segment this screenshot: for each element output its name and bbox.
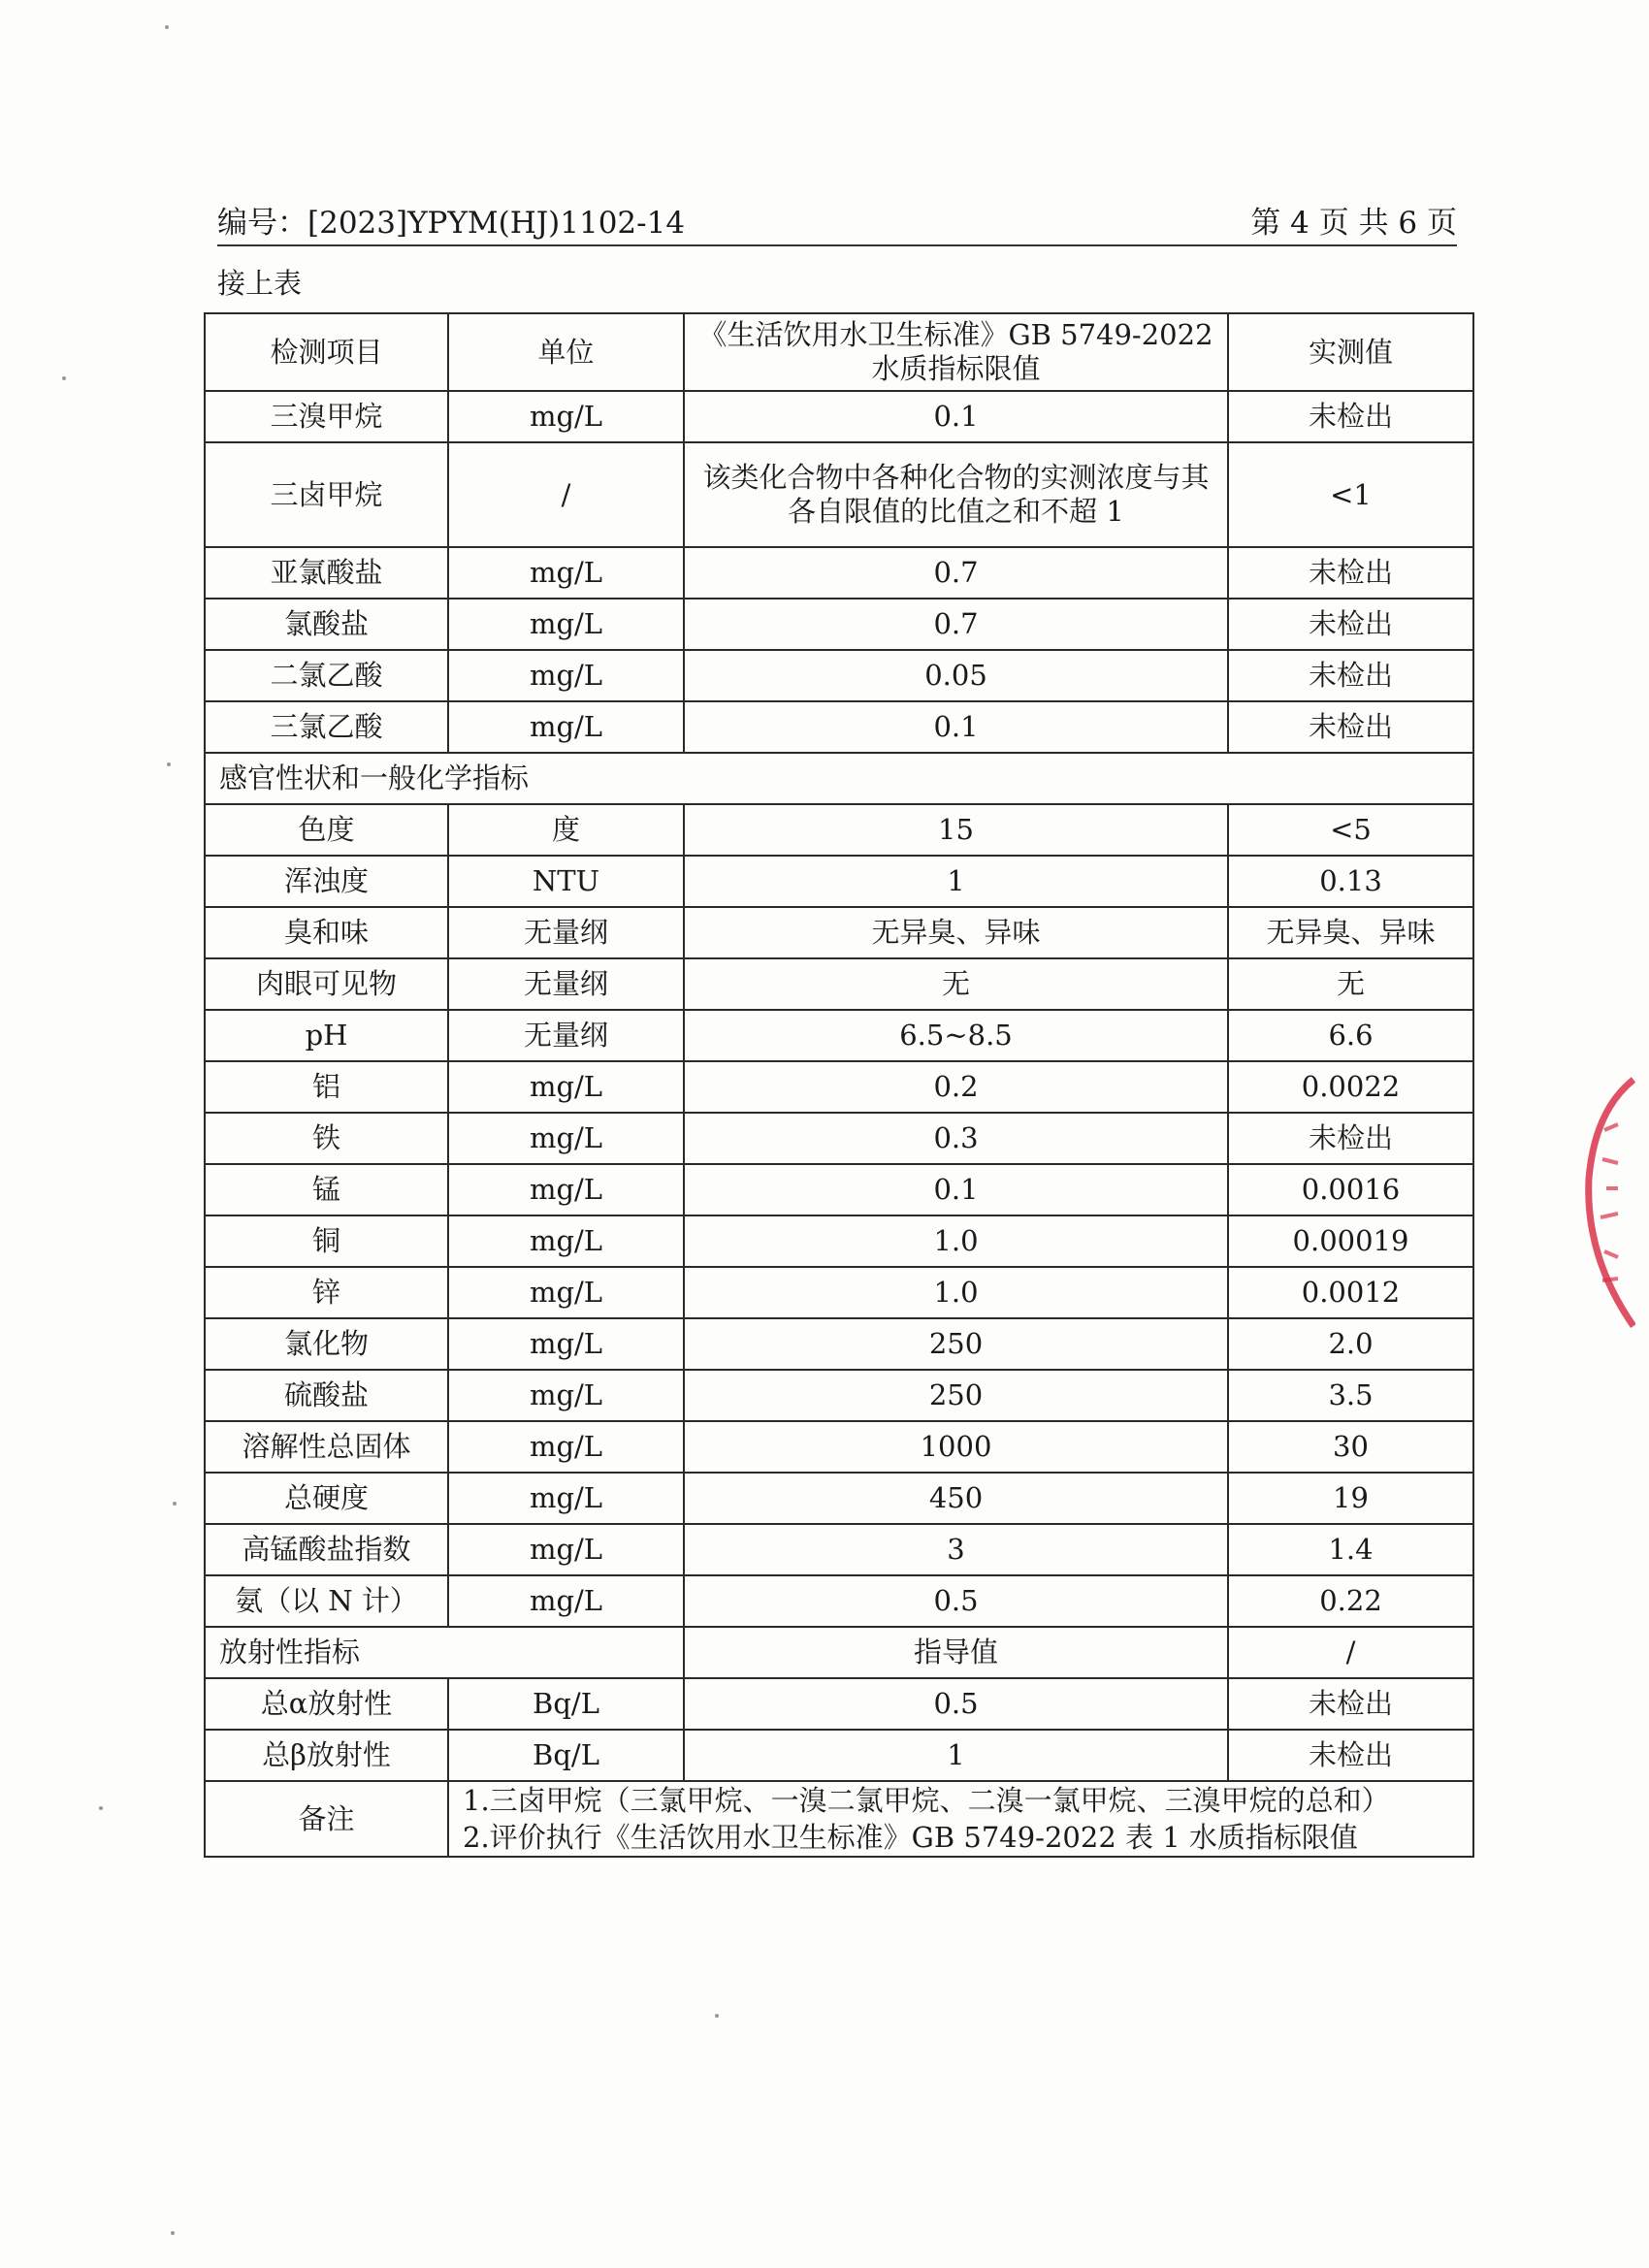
item-cell: 硫酸盐 [205, 1370, 448, 1421]
scan-speck [62, 376, 66, 380]
measured-cell: 0.00019 [1228, 1215, 1473, 1267]
measured-cell: 3.5 [1228, 1370, 1473, 1421]
table-row [205, 391, 1473, 442]
table-row [205, 856, 1473, 907]
table-row [205, 547, 1473, 599]
item-cell: 高锰酸盐指数 [205, 1524, 448, 1575]
measured-cell: 未检出 [1228, 547, 1473, 599]
unit-cell: 无量纲 [448, 958, 684, 1010]
unit-cell: mg/L [448, 701, 684, 753]
page-header [217, 206, 1457, 246]
limit-cell: 1.0 [684, 1267, 1228, 1318]
section-row-radioactivity [205, 1627, 1473, 1678]
table-row [205, 442, 1473, 547]
item-cell: 锌 [205, 1267, 448, 1318]
limit-cell: 该类化合物中各种化合物的实测浓度与其各自限值的比值之和不超 1 [684, 442, 1228, 547]
table-row [205, 1164, 1473, 1215]
unit-cell: NTU [448, 856, 684, 907]
remarks-line1: 1.三卤甲烷（三氯甲烷、一溴二氯甲烷、二溴一氯甲烷、三溴甲烷的总和） [463, 1784, 1390, 1817]
limit-cell: 0.1 [684, 701, 1228, 753]
table-row [205, 1730, 1473, 1781]
measured-cell: 未检出 [1228, 701, 1473, 753]
measured-cell: 未检出 [1228, 1678, 1473, 1730]
item-cell: 氯化物 [205, 1318, 448, 1370]
limit-cell: 0.2 [684, 1061, 1228, 1113]
table-row [205, 1010, 1473, 1061]
measured-cell: 6.6 [1228, 1010, 1473, 1061]
column-header-measured: 实测值 [1228, 313, 1473, 391]
item-cell: 氨（以 N 计） [205, 1575, 448, 1627]
scan-speck [171, 2231, 175, 2235]
table-row [205, 1215, 1473, 1267]
table-row [205, 1267, 1473, 1318]
limit-cell: 无异臭、异味 [684, 907, 1228, 958]
limit-cell: 0.05 [684, 650, 1228, 701]
table-row [205, 1678, 1473, 1730]
table-row [205, 1113, 1473, 1164]
limit-cell: 1.0 [684, 1215, 1228, 1267]
measured-cell: 未检出 [1228, 650, 1473, 701]
measured-cell: 未检出 [1228, 391, 1473, 442]
limit-cell: 250 [684, 1318, 1228, 1370]
measured-cell: 0.0016 [1228, 1164, 1473, 1215]
limit-cell: 0.5 [684, 1575, 1228, 1627]
unit-cell: mg/L [448, 1370, 684, 1421]
table-row [205, 599, 1473, 650]
remarks-row [205, 1781, 1473, 1857]
unit-cell: mg/L [448, 1421, 684, 1473]
unit-cell: mg/L [448, 391, 684, 442]
measured-cell: 0.0022 [1228, 1061, 1473, 1113]
page-info: 第 4 页 共 6 页 [1250, 206, 1457, 241]
item-cell: 三溴甲烷 [205, 391, 448, 442]
limit-cell: 450 [684, 1473, 1228, 1524]
unit-cell: mg/L [448, 650, 684, 701]
unit-cell: Bq/L [448, 1678, 684, 1730]
unit-cell: mg/L [448, 1215, 684, 1267]
limit-cell: 6.5~8.5 [684, 1010, 1228, 1061]
measured-cell: 1.4 [1228, 1524, 1473, 1575]
table-row [205, 650, 1473, 701]
item-cell: 铁 [205, 1113, 448, 1164]
item-cell: 总硬度 [205, 1473, 448, 1524]
table-row [205, 958, 1473, 1010]
measured-cell: 0.13 [1228, 856, 1473, 907]
unit-cell: mg/L [448, 1113, 684, 1164]
section-label: 放射性指标 [205, 1627, 684, 1678]
limit-cell: 0.1 [684, 1164, 1228, 1215]
measured-cell: <5 [1228, 804, 1473, 856]
unit-cell: 无量纲 [448, 1010, 684, 1061]
item-cell: 三氯乙酸 [205, 701, 448, 753]
item-cell: 色度 [205, 804, 448, 856]
table-row [205, 701, 1473, 753]
unit-cell: mg/L [448, 1061, 684, 1113]
limit-cell: 0.1 [684, 391, 1228, 442]
item-cell: 亚氯酸盐 [205, 547, 448, 599]
item-cell: 浑浊度 [205, 856, 448, 907]
limit-cell: 1 [684, 856, 1228, 907]
item-cell: 肉眼可见物 [205, 958, 448, 1010]
measured-cell: 0.0012 [1228, 1267, 1473, 1318]
unit-cell: mg/L [448, 599, 684, 650]
scan-speck [715, 2014, 719, 2018]
table-row [205, 1318, 1473, 1370]
limit-cell: 0.3 [684, 1113, 1228, 1164]
limit-cell: 0.7 [684, 547, 1228, 599]
limit-cell: 250 [684, 1370, 1228, 1421]
measured-cell: 0.22 [1228, 1575, 1473, 1627]
measured-cell: 19 [1228, 1473, 1473, 1524]
scan-speck [173, 1502, 177, 1506]
item-cell: pH [205, 1010, 448, 1061]
item-cell: 溶解性总固体 [205, 1421, 448, 1473]
measured-cell: 无异臭、异味 [1228, 907, 1473, 958]
section-label: 感官性状和一般化学指标 [205, 753, 1473, 804]
limit-cell: 0.7 [684, 599, 1228, 650]
measured-cell: 无 [1228, 958, 1473, 1010]
item-cell: 总α放射性 [205, 1678, 448, 1730]
unit-cell: 无量纲 [448, 907, 684, 958]
column-header-item: 检测项目 [205, 313, 448, 391]
unit-cell: / [448, 442, 684, 547]
table-row [205, 1473, 1473, 1524]
table-header-row [205, 313, 1473, 391]
unit-cell: 度 [448, 804, 684, 856]
column-header-unit: 单位 [448, 313, 684, 391]
limit-cell: 3 [684, 1524, 1228, 1575]
table-row [205, 1575, 1473, 1627]
measured-cell: 未检出 [1228, 1730, 1473, 1781]
unit-cell: mg/L [448, 547, 684, 599]
item-cell: 二氯乙酸 [205, 650, 448, 701]
unit-cell: mg/L [448, 1164, 684, 1215]
measured-cell: / [1228, 1627, 1473, 1678]
item-cell: 铝 [205, 1061, 448, 1113]
continued-label: 接上表 [217, 267, 303, 300]
limit-cell: 无 [684, 958, 1228, 1010]
report-number: 编号：[2023]YPYM(HJ)1102-14 [217, 206, 686, 241]
remarks-text [448, 1781, 1473, 1857]
scan-speck [99, 1806, 103, 1810]
item-cell: 总β放射性 [205, 1730, 448, 1781]
table-row [205, 907, 1473, 958]
limit-cell: 15 [684, 804, 1228, 856]
column-header-limit: 《生活饮用水卫生标准》GB 5749-2022 水质指标限值 [684, 313, 1228, 391]
table-row [205, 1524, 1473, 1575]
unit-cell: mg/L [448, 1575, 684, 1627]
item-cell: 铜 [205, 1215, 448, 1267]
limit-cell: 1000 [684, 1421, 1228, 1473]
unit-cell: mg/L [448, 1473, 684, 1524]
unit-cell: mg/L [448, 1524, 684, 1575]
section-row-sensory [205, 753, 1473, 804]
measured-cell: 未检出 [1228, 599, 1473, 650]
scan-speck [165, 25, 169, 29]
limit-cell: 1 [684, 1730, 1228, 1781]
measured-cell: 2.0 [1228, 1318, 1473, 1370]
item-cell: 锰 [205, 1164, 448, 1215]
unit-cell: mg/L [448, 1267, 684, 1318]
table-row [205, 1061, 1473, 1113]
item-cell: 臭和味 [205, 907, 448, 958]
measured-cell: 30 [1228, 1421, 1473, 1473]
unit-cell: Bq/L [448, 1730, 684, 1781]
item-cell: 三卤甲烷 [205, 442, 448, 547]
measured-cell: 未检出 [1228, 1113, 1473, 1164]
red-seal-stamp [1577, 1072, 1635, 1334]
remarks-line2: 2.评价执行《生活饮用水卫生标准》GB 5749-2022 表 1 水质指标限值 [463, 1821, 1358, 1854]
table-row [205, 1370, 1473, 1421]
scan-speck [167, 762, 171, 766]
remarks-label: 备注 [205, 1781, 448, 1857]
limit-cell: 指导值 [684, 1627, 1228, 1678]
unit-cell: mg/L [448, 1318, 684, 1370]
item-cell: 氯酸盐 [205, 599, 448, 650]
table-row [205, 1421, 1473, 1473]
water-quality-table [204, 312, 1474, 1858]
table-row [205, 804, 1473, 856]
limit-cell: 0.5 [684, 1678, 1228, 1730]
measured-cell: <1 [1228, 442, 1473, 547]
